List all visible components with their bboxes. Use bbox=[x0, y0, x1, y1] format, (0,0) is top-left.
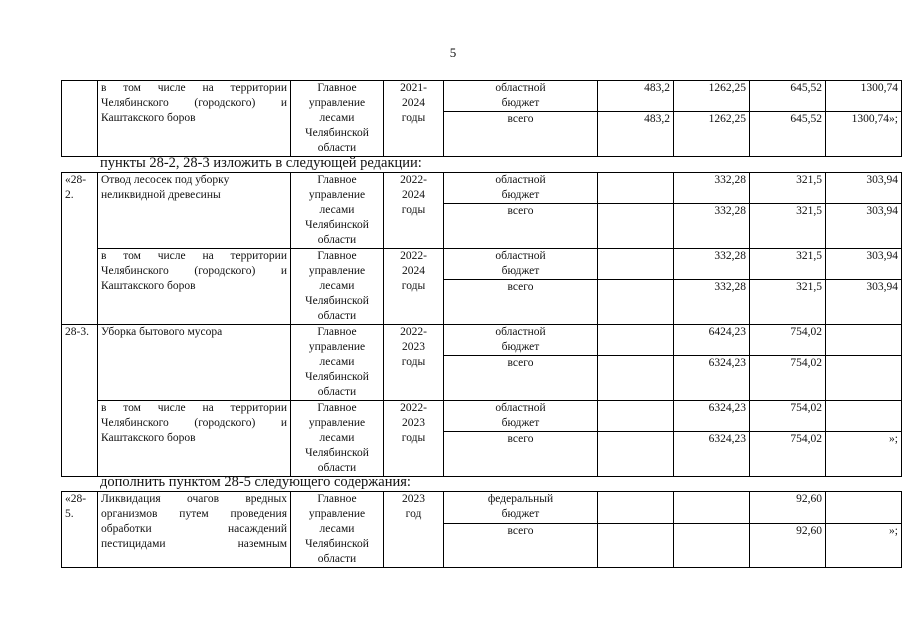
value-cell: 645,52 bbox=[750, 112, 826, 157]
funding-source-cell: областной бюджет bbox=[444, 249, 598, 280]
value-cell bbox=[674, 523, 750, 567]
funding-source-cell: областной бюджет bbox=[444, 173, 598, 204]
period-cell: 2023 год bbox=[384, 492, 444, 568]
value-cell: 321,5 bbox=[750, 173, 826, 204]
funding-source-cell: всего bbox=[444, 432, 598, 477]
value-cell bbox=[598, 401, 674, 432]
item-number-28-2: «28-2. bbox=[62, 173, 98, 325]
period-cell: 2022- 2023 годы bbox=[384, 325, 444, 401]
funding-source-cell: всего bbox=[444, 280, 598, 325]
value-cell bbox=[598, 432, 674, 477]
value-cell bbox=[598, 523, 674, 567]
funding-source-cell: всего bbox=[444, 523, 598, 567]
value-cell: 303,94 bbox=[826, 204, 902, 249]
closing-quote-cell: »; bbox=[826, 523, 902, 567]
value-cell: 754,02 bbox=[750, 325, 826, 356]
table-block-1 bbox=[61, 80, 902, 157]
period-cell: 2022- 2024 годы bbox=[384, 173, 444, 249]
value-cell: 332,28 bbox=[674, 280, 750, 325]
period-cell: 2022- 2023 годы bbox=[384, 401, 444, 477]
page-number: 5 bbox=[449, 45, 457, 60]
description-cell: в том числе на территории Челябинского (городского) и Каштакского боров bbox=[98, 401, 291, 477]
value-cell: 303,94 bbox=[826, 173, 902, 204]
value-cell bbox=[598, 325, 674, 356]
value-cell: 321,5 bbox=[750, 249, 826, 280]
value-cell: 321,5 bbox=[750, 204, 826, 249]
closing-quote-cell: »; bbox=[826, 432, 902, 477]
value-cell: 332,28 bbox=[674, 249, 750, 280]
value-cell bbox=[826, 492, 902, 524]
period-cell: 2022- 2024 годы bbox=[384, 249, 444, 325]
table-block-2 bbox=[61, 172, 902, 477]
heading-add-28-5: дополнить пунктом 28-5 следующего содержания: bbox=[100, 474, 411, 490]
heading-edit-28-2-28-3: пункты 28-2, 28-3 изложить в следующей редакции: bbox=[100, 155, 422, 171]
item-number-28-3: 28-3. bbox=[62, 325, 98, 477]
description-cell: в том числе на территории Челябинского (городского) и Каштакского боров bbox=[98, 81, 291, 157]
organization-cell: Главное управление лесами Челябинской области bbox=[291, 249, 384, 325]
value-cell: 6324,23 bbox=[674, 401, 750, 432]
description-cell: Ликвидация очагов вредных организмов путем проведения обработки насаждений пестицидами наземным bbox=[98, 492, 291, 568]
value-cell bbox=[598, 204, 674, 249]
value-cell: 303,94 bbox=[826, 280, 902, 325]
value-cell: 332,28 bbox=[674, 173, 750, 204]
value-cell bbox=[598, 173, 674, 204]
value-cell: 1262,25 bbox=[674, 81, 750, 112]
value-cell: 6424,23 bbox=[674, 325, 750, 356]
organization-cell: Главное управление лесами Челябинской области bbox=[291, 401, 384, 477]
period-cell: 2021- 2024 годы bbox=[384, 81, 444, 157]
value-cell: 483,2 bbox=[598, 112, 674, 157]
value-cell: 645,52 bbox=[750, 81, 826, 112]
description-cell: Отвод лесосек под уборку неликвидной древесины bbox=[98, 173, 291, 249]
organization-cell: Главное управление лесами Челябинской области bbox=[291, 173, 384, 249]
value-cell: 483,2 bbox=[598, 81, 674, 112]
value-cell: 754,02 bbox=[750, 432, 826, 477]
value-cell bbox=[598, 356, 674, 401]
value-cell: 1262,25 bbox=[674, 112, 750, 157]
value-cell bbox=[826, 325, 902, 356]
description-cell: в том числе на территории Челябинского (городского) и Каштакского боров bbox=[98, 249, 291, 325]
value-cell bbox=[598, 280, 674, 325]
funding-source-cell: областной бюджет bbox=[444, 401, 598, 432]
value-cell bbox=[674, 492, 750, 524]
table-block-3 bbox=[61, 491, 902, 568]
row-number-cell bbox=[62, 81, 98, 157]
value-cell bbox=[826, 356, 902, 401]
organization-cell: Главное управление лесами Челябинской области bbox=[291, 81, 384, 157]
funding-source-cell: федеральный бюджет bbox=[444, 492, 598, 524]
value-cell: 754,02 bbox=[750, 356, 826, 401]
value-cell bbox=[598, 492, 674, 524]
funding-source-cell: всего bbox=[444, 204, 598, 249]
value-cell: 303,94 bbox=[826, 249, 902, 280]
description-cell: Уборка бытового мусора bbox=[98, 325, 291, 401]
funding-source-cell: всего bbox=[444, 112, 598, 157]
value-cell: 1300,74»; bbox=[826, 112, 902, 157]
item-number-28-5: «28-5. bbox=[62, 492, 98, 568]
value-cell: 92,60 bbox=[750, 492, 826, 524]
funding-source-cell: всего bbox=[444, 356, 598, 401]
value-cell bbox=[826, 401, 902, 432]
funding-source-cell: областной бюджет bbox=[444, 325, 598, 356]
funding-source-cell: областной бюджет bbox=[444, 81, 598, 112]
value-cell: 1300,74 bbox=[826, 81, 902, 112]
value-cell: 321,5 bbox=[750, 280, 826, 325]
value-cell: 92,60 bbox=[750, 523, 826, 567]
organization-cell: Главное управление лесами Челябинской области bbox=[291, 492, 384, 568]
value-cell: 332,28 bbox=[674, 204, 750, 249]
organization-cell: Главное управление лесами Челябинской области bbox=[291, 325, 384, 401]
value-cell: 6324,23 bbox=[674, 356, 750, 401]
value-cell bbox=[598, 249, 674, 280]
value-cell: 754,02 bbox=[750, 401, 826, 432]
value-cell: 6324,23 bbox=[674, 432, 750, 477]
